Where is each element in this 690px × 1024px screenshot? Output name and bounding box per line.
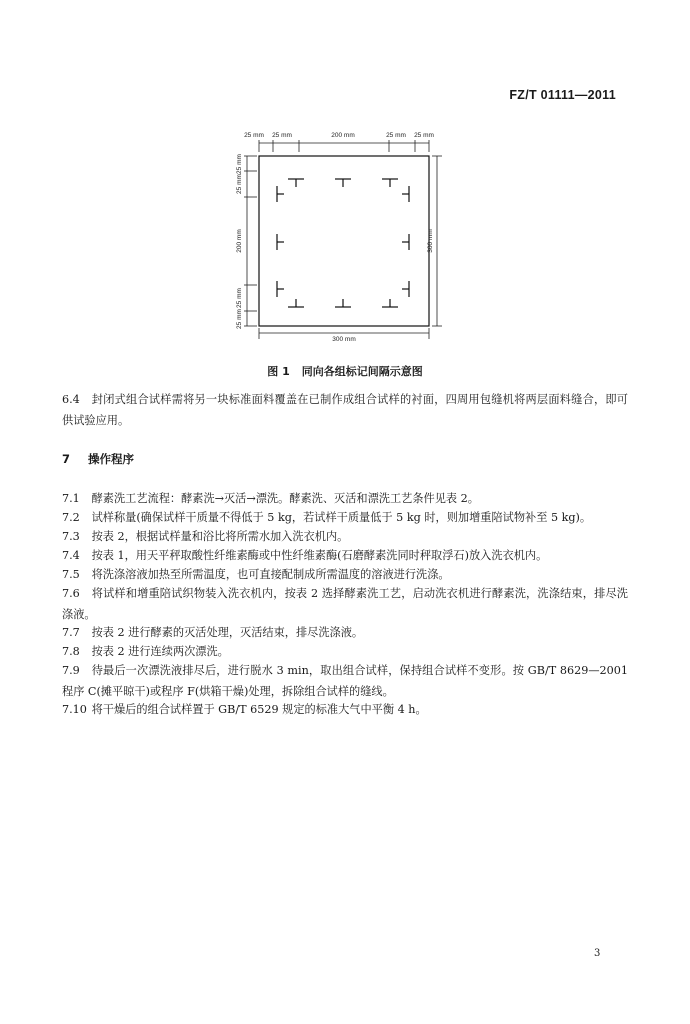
clause-number: 7.4 [62,549,80,562]
clause-7-8 [62,641,628,662]
clause-text: 按表 2，根据试样量和浴比将所需水加入洗衣机内。 [91,530,349,543]
dim-left-2: 25 mm [236,174,243,194]
dim-bottom: 300 mm [332,336,356,343]
clause-7-7 [62,622,628,643]
clause-text: 待最后一次漂洗液排尽后，进行脱水 3 min，取出组合试样，保持组合试样不变形。按 GB/T 8629—2001 程序 C(摊平晾干)或程序 F(烘箱干燥)处理，拆除组合试样的缝线。 [62,664,628,698]
dim-right: 300 mm [427,229,434,253]
clause-number: 7.9 [62,664,80,677]
dim-left-4: 25 mm [236,288,243,308]
section-number: 7 [62,452,71,466]
dim-top-2: 25 mm [272,132,292,139]
clause-number: 7.3 [62,530,80,543]
standard-code-header: FZ/T 01111—2011 [509,88,616,102]
marks [277,179,409,307]
clause-6-4 [62,389,628,431]
clause-number: 7.2 [62,511,80,524]
clause-7-1 [62,488,628,509]
clause-7-10 [62,699,628,720]
clause-7-3 [62,526,628,547]
clause-text: 按表 1，用天平秤取酸性纤维素酶或中性纤维素酶(石磨酵素洗同时秤取浮石)放入洗衣机内。 [91,549,548,562]
clause-number: 7.1 [62,492,80,505]
clause-7-2 [62,507,628,528]
clause-7-4 [62,545,628,566]
clause-text: 将干燥后的组合试样置于 GB/T 6529 规定的标准大气中平衡 4 h。 [91,703,427,716]
dim-top-1: 25 mm [244,132,264,139]
specimen-outline [259,156,429,326]
clause-text: 酵素洗工艺流程：酵素洗→灭活→漂洗。酵素洗、灭活和漂洗工艺条件见表 2。 [91,492,479,505]
dim-top-3: 200 mm [331,132,355,139]
clause-number: 7.6 [62,587,80,600]
clause-number: 7.7 [62,626,80,639]
dim-left-5: 25 mm [236,309,243,329]
clause-number: 7.8 [62,645,80,658]
section-title: 操作程序 [88,452,134,466]
figure-caption-text: 同向各组标记间隔示意图 [301,365,423,378]
clause-text: 按表 2 进行酵素的灭活处理，灭活结束，排尽洗涤液。 [91,626,364,639]
clause-7-6 [62,583,628,625]
marking-diagram [0,0,690,360]
clause-text: 将试样和增重陪试织物装入洗衣机内，按表 2 选择酵素洗工艺，启动洗衣机进行酵素洗，洗涤结束，排尽洗涤液。 [62,587,628,621]
clause-number: 6.4 [62,393,80,406]
figure-caption-number: 图 1 [267,365,290,378]
clause-number: 7.5 [62,568,80,581]
figure-caption [0,363,690,379]
clause-7-5 [62,564,628,585]
clause-number: 7.10 [62,703,87,716]
clause-7-9 [62,660,628,702]
clause-text: 试样称量(确保试样干质量不得低于 5 kg，若试样干质量低于 5 kg 时，则加增重陪试物补至 5 kg)。 [91,511,592,524]
dim-left-1: 25 mm [236,154,243,174]
section-heading [62,451,134,467]
dim-top-5: 25 mm [414,132,434,139]
dim-top-4: 25 mm [386,132,406,139]
clause-text: 封闭式组合试样需将另一块标准面料覆盖在已制作成组合试样的衬面，四周用包缝机将两层面料缝合，即可供试验应用。 [62,393,628,427]
page-number: 3 [594,948,601,959]
clause-text: 按表 2 进行连续两次漂洗。 [91,645,229,658]
clause-text: 将洗涤溶液加热至所需温度，也可直接配制成所需温度的溶液进行洗涤。 [91,568,450,581]
dim-left-3: 200 mm [236,229,243,253]
